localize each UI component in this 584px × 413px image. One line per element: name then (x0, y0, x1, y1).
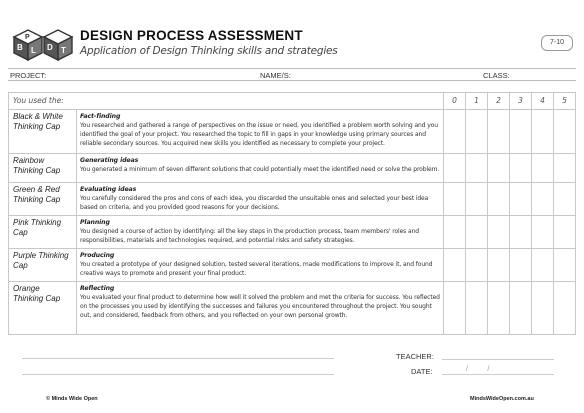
score-box-4[interactable] (532, 282, 554, 335)
svg-text:B: B (17, 43, 23, 52)
page-title: DESIGN PROCESS ASSESSMENT (80, 28, 303, 43)
svg-text:P: P (25, 34, 30, 41)
class-label: CLASS: (483, 71, 510, 80)
date-separators: / / (466, 366, 490, 373)
criterion-text: You generated a minimum of seven different solutions that could potentially meet the identified need or solve the problem. (80, 166, 440, 173)
score-box-5[interactable] (554, 110, 576, 154)
score-header-4: 4 (532, 93, 554, 110)
rubric-header-row (9, 93, 576, 110)
thinking-cap-name: Pink Thinking Cap (9, 216, 77, 249)
score-box-1[interactable] (466, 183, 488, 216)
score-box-3[interactable] (510, 216, 532, 249)
score-box-3[interactable] (510, 183, 532, 216)
criterion-heading: Fact-finding (80, 113, 121, 120)
score-box-0[interactable] (444, 249, 466, 282)
criterion-description (77, 154, 444, 183)
criterion-text: You designed a course of action by identifying: all the key steps in the production process, team members' roles and responsibilities, materials and technologies required, and potential risks and safety strategies. (80, 228, 420, 244)
date-line[interactable] (442, 374, 554, 375)
teacher-signature-line[interactable] (442, 359, 554, 360)
score-box-4[interactable] (532, 249, 554, 282)
comment-line[interactable] (22, 374, 334, 375)
svg-text:D: D (47, 43, 53, 52)
assessment-rubric-table (8, 92, 576, 335)
criterion-description (77, 249, 444, 282)
rubric-row (9, 154, 576, 183)
score-header-5: 5 (554, 93, 576, 110)
score-box-0[interactable] (444, 282, 466, 335)
score-box-4[interactable] (532, 154, 554, 183)
project-info-line (8, 68, 576, 81)
score-box-4[interactable] (532, 110, 554, 154)
names-label: NAME/S: (260, 71, 291, 80)
project-label: PROJECT: (10, 71, 47, 80)
score-box-0[interactable] (444, 216, 466, 249)
score-box-3[interactable] (510, 282, 532, 335)
score-box-2[interactable] (488, 110, 510, 154)
thinking-cap-name: Purple Thinking Cap (9, 249, 77, 282)
score-box-2[interactable] (488, 183, 510, 216)
criterion-text: You evaluated your final product to determine how well it solved the problem and met the criteria for success. You reflected on the processes you used by identifying the successes and failures you encountered throughout the project. You sought out, and considered, feedback from others, and you reflected on your own personal growth. (80, 294, 440, 319)
criterion-description (77, 282, 444, 335)
score-box-3[interactable] (510, 249, 532, 282)
score-header-0: 0 (444, 93, 466, 110)
used-label: You used the: (9, 93, 444, 110)
rubric-row (9, 216, 576, 249)
teacher-label: TEACHER: (396, 352, 434, 361)
score-header-2: 2 (488, 93, 510, 110)
svg-text:L: L (31, 46, 36, 55)
score-box-1[interactable] (466, 110, 488, 154)
score-box-0[interactable] (444, 154, 466, 183)
score-box-5[interactable] (554, 249, 576, 282)
thinking-cap-name: Green & Red Thinking Cap (9, 183, 77, 216)
score-box-0[interactable] (444, 183, 466, 216)
score-box-1[interactable] (466, 154, 488, 183)
score-box-2[interactable] (488, 216, 510, 249)
score-box-5[interactable] (554, 216, 576, 249)
page-subtitle: Application of Design Thinking skills and strategies (80, 45, 338, 57)
comment-line[interactable] (22, 358, 334, 359)
criterion-text: You carefully considered the pros and cons of each idea, you discarded the unsuitable ones and selected your best idea based on criteria, and you provided good reasons for your decisions. (80, 195, 429, 211)
thinking-cap-name: Black & White Thinking Cap (9, 110, 77, 154)
footer-website: MindsWideOpen.com.au (470, 396, 534, 402)
score-box-5[interactable] (554, 154, 576, 183)
score-box-0[interactable] (444, 110, 466, 154)
criterion-heading: Planning (80, 219, 110, 226)
rubric-row (9, 110, 576, 154)
criterion-text: You created a prototype of your designed solution, tested several iterations, made modifications to improve it, and found creative ways to promote and present your final product. (80, 261, 433, 277)
rubric-row (9, 282, 576, 335)
rubric-row (9, 183, 576, 216)
criterion-text: You researched and gathered a range of perspectives on the issue or need, you identified a problem worth solving and you identified the goal of your project. You researched the topic to fill in gaps in your knowledge using primary sources and reliable secondary sources. You acquired new skills you identified as necessary to complete your project. (80, 122, 438, 147)
score-header-3: 3 (510, 93, 532, 110)
criterion-heading: Generating ideas (80, 157, 139, 164)
criterion-description (77, 216, 444, 249)
score-box-4[interactable] (532, 216, 554, 249)
score-box-1[interactable] (466, 282, 488, 335)
criterion-heading: Producing (80, 252, 115, 259)
criterion-description (77, 183, 444, 216)
criterion-description (77, 110, 444, 154)
score-box-3[interactable] (510, 110, 532, 154)
criterion-heading: Reflecting (80, 285, 115, 292)
score-header-1: 1 (466, 93, 488, 110)
svg-text:T: T (61, 46, 66, 55)
thinking-cap-name: Rainbow Thinking Cap (9, 154, 77, 183)
score-box-3[interactable] (510, 154, 532, 183)
year-level-badge (541, 35, 573, 51)
rubric-row (9, 249, 576, 282)
score-box-1[interactable] (466, 216, 488, 249)
score-box-2[interactable] (488, 282, 510, 335)
score-box-1[interactable] (466, 249, 488, 282)
criterion-heading: Evaluating ideas (80, 186, 137, 193)
date-label: DATE: (411, 367, 433, 376)
year-level-text: 7-10 (549, 39, 564, 46)
score-box-5[interactable] (554, 183, 576, 216)
pbl-dt-logo-icon (12, 27, 76, 63)
footer-copyright: © Minds Wide Open (46, 396, 98, 402)
score-box-2[interactable] (488, 249, 510, 282)
thinking-cap-name: Orange Thinking Cap (9, 282, 77, 335)
score-box-5[interactable] (554, 282, 576, 335)
score-box-2[interactable] (488, 154, 510, 183)
score-box-4[interactable] (532, 183, 554, 216)
